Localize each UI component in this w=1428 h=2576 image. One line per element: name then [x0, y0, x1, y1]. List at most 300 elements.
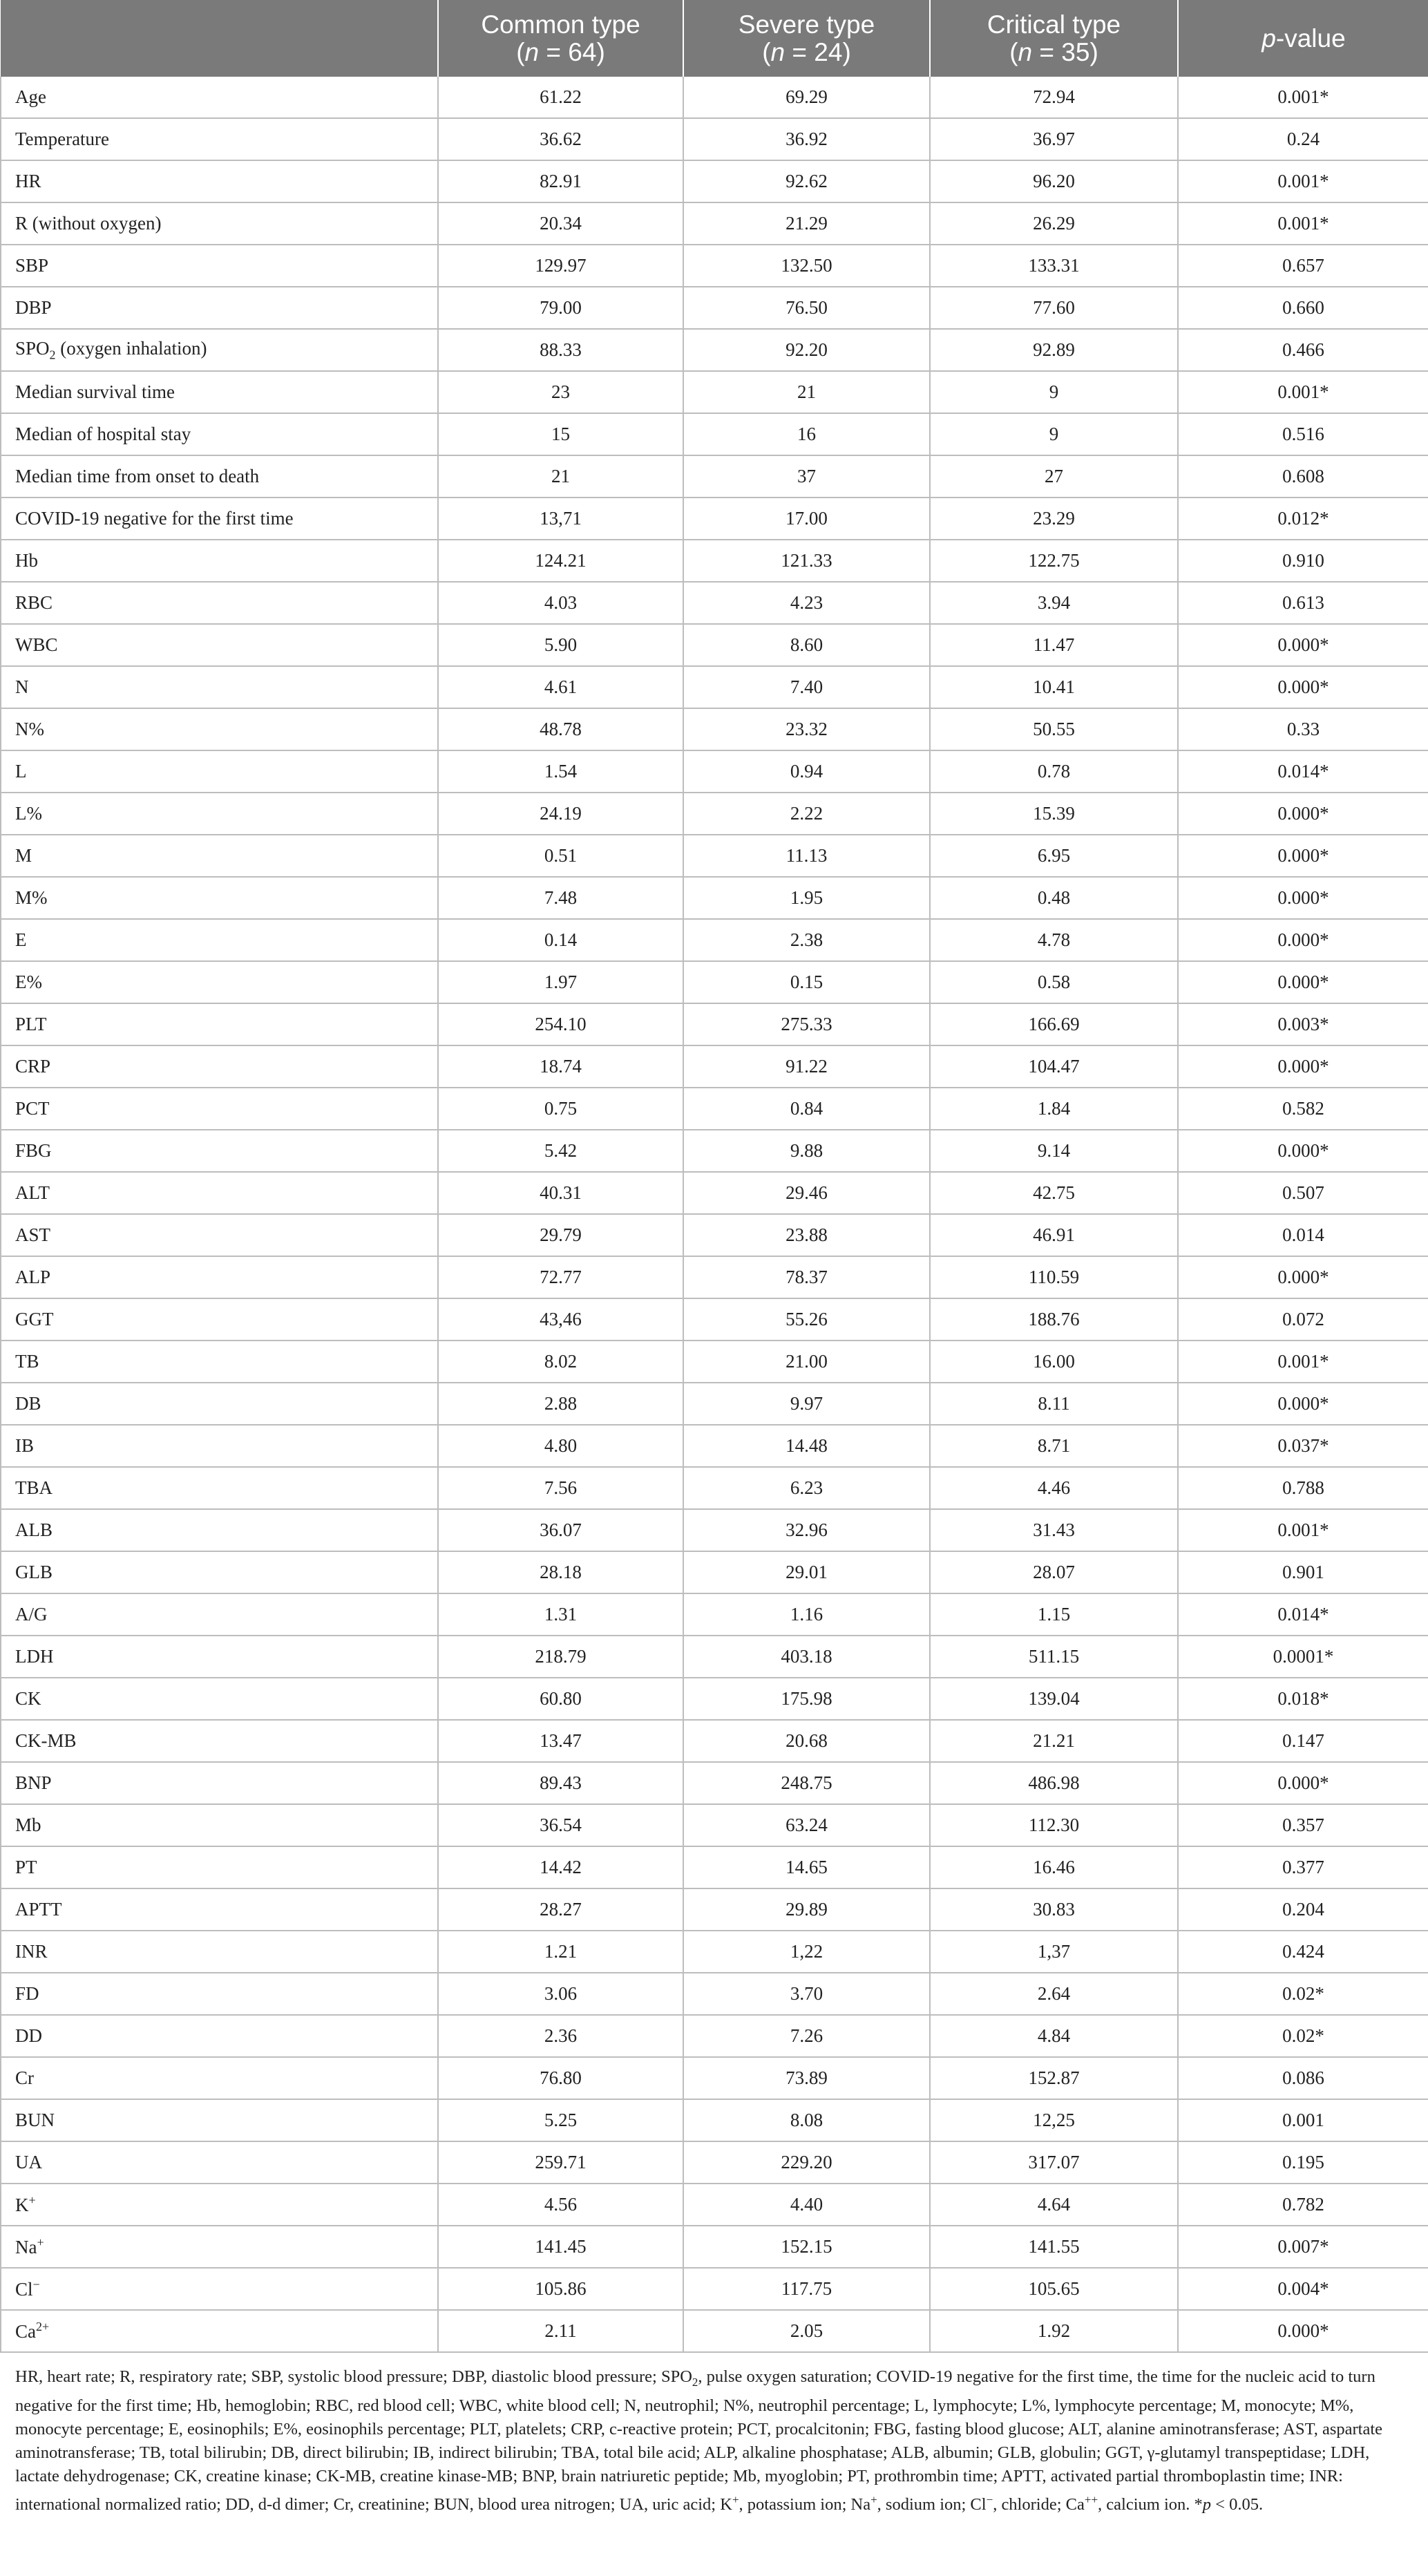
common-type-cell: 8.02 [438, 1341, 683, 1383]
p-value-cell: 0.001 [1178, 2099, 1428, 2141]
p-value-cell: 0.003* [1178, 1003, 1428, 1045]
p-value-cell: 0.000* [1178, 1045, 1428, 1088]
common-type-cell: 0.51 [438, 835, 683, 877]
common-type-cell: 15 [438, 413, 683, 455]
header-common-title: Common type [481, 10, 640, 39]
p-value-cell: 0.02* [1178, 2015, 1428, 2057]
table-row [1, 919, 1428, 961]
severe-type-cell: 37 [683, 455, 930, 498]
severe-type-cell: 2.22 [683, 793, 930, 835]
common-type-cell: 1.54 [438, 750, 683, 793]
row-label: $SPO_2$ (oxygen inhalation) [1, 329, 438, 371]
critical-type-cell: 4.46 [930, 1467, 1178, 1509]
severe-type-cell: 32.96 [683, 1509, 930, 1551]
row-label: ALB [1, 1509, 438, 1551]
table-row [1, 1341, 1428, 1383]
p-value-cell: 0.000* [1178, 1256, 1428, 1298]
severe-type-cell: 132.50 [683, 245, 930, 287]
table-row [1, 245, 1428, 287]
row-label: Hb [1, 540, 438, 582]
severe-type-cell: 1.16 [683, 1593, 930, 1636]
row-label: APTT [1, 1888, 438, 1931]
row-label: ALT [1, 1172, 438, 1214]
critical-type-cell: 15.39 [930, 793, 1178, 835]
table-row [1, 1088, 1428, 1130]
p-value-cell: 0.000* [1178, 624, 1428, 666]
p-value-cell: 0.001* [1178, 202, 1428, 245]
p-value-cell: 0.000* [1178, 835, 1428, 877]
critical-type-cell: 133.31 [930, 245, 1178, 287]
table-row [1, 1636, 1428, 1678]
common-type-cell: 4.80 [438, 1425, 683, 1467]
row-label: AST [1, 1214, 438, 1256]
common-type-cell: 3.06 [438, 1973, 683, 2015]
header-severe-n: (n = 24) [762, 37, 851, 66]
row-label: Mb [1, 1804, 438, 1846]
row-label: RBC [1, 582, 438, 624]
severe-type-cell: 152.15 [683, 2226, 930, 2268]
common-type-cell: 0.14 [438, 919, 683, 961]
common-type-cell: 7.56 [438, 1467, 683, 1509]
table-row [1, 708, 1428, 750]
common-type-cell: 36.54 [438, 1804, 683, 1846]
table-row [1, 1678, 1428, 1720]
severe-type-cell: 78.37 [683, 1256, 930, 1298]
p-value-cell: 0.33 [1178, 708, 1428, 750]
p-value-cell: 0.072 [1178, 1298, 1428, 1341]
common-type-cell: 14.42 [438, 1846, 683, 1888]
table-row [1, 2184, 1428, 2226]
severe-type-cell: 36.92 [683, 118, 930, 160]
critical-type-cell: 141.55 [930, 2226, 1178, 2268]
common-type-cell: 36.62 [438, 118, 683, 160]
p-value-cell: 0.014* [1178, 1593, 1428, 1636]
severe-type-cell: 21 [683, 371, 930, 413]
critical-type-cell: 31.43 [930, 1509, 1178, 1551]
p-value-cell: 0.507 [1178, 1172, 1428, 1214]
severe-type-cell: 29.01 [683, 1551, 930, 1593]
table-row [1, 1256, 1428, 1298]
critical-type-cell: 72.94 [930, 77, 1178, 118]
common-type-cell: 1.97 [438, 961, 683, 1003]
row-label: Cr [1, 2057, 438, 2099]
critical-type-cell: 26.29 [930, 202, 1178, 245]
p-value-cell: 0.147 [1178, 1720, 1428, 1762]
p-value-cell: 0.02* [1178, 1973, 1428, 2015]
severe-type-cell: 63.24 [683, 1804, 930, 1846]
header-common-type [438, 0, 683, 77]
common-type-cell: 2.36 [438, 2015, 683, 2057]
table-row [1, 540, 1428, 582]
p-value-cell: 0.004* [1178, 2268, 1428, 2310]
row-label: INR [1, 1931, 438, 1973]
row-label: GGT [1, 1298, 438, 1341]
row-label: CK [1, 1678, 438, 1720]
common-type-cell: 5.42 [438, 1130, 683, 1172]
table-row [1, 287, 1428, 329]
severe-type-cell: 1,22 [683, 1931, 930, 1973]
row-label: PCT [1, 1088, 438, 1130]
table-row [1, 2268, 1428, 2310]
severe-type-cell: 23.88 [683, 1214, 930, 1256]
table-row [1, 666, 1428, 708]
table-row [1, 1003, 1428, 1045]
row-label: $Ca^{2+}$ [1, 2310, 438, 2352]
critical-type-cell: 30.83 [930, 1888, 1178, 1931]
p-value-cell: 0.001* [1178, 1341, 1428, 1383]
critical-type-cell: 6.95 [930, 835, 1178, 877]
severe-type-cell: 20.68 [683, 1720, 930, 1762]
table-row [1, 1509, 1428, 1551]
row-label: FD [1, 1973, 438, 2015]
table-row [1, 1973, 1428, 2015]
severe-type-cell: 6.23 [683, 1467, 930, 1509]
common-type-cell: 254.10 [438, 1003, 683, 1045]
table-row [1, 961, 1428, 1003]
critical-type-cell: 122.75 [930, 540, 1178, 582]
critical-type-cell: 0.48 [930, 877, 1178, 919]
severe-type-cell: 69.29 [683, 77, 930, 118]
p-value-cell: 0.000* [1178, 919, 1428, 961]
severe-type-cell: 4.40 [683, 2184, 930, 2226]
critical-type-cell: 0.58 [930, 961, 1178, 1003]
critical-type-cell: 1.84 [930, 1088, 1178, 1130]
table-row [1, 877, 1428, 919]
p-value-cell: 0.000* [1178, 793, 1428, 835]
table-row [1, 2015, 1428, 2057]
common-type-cell: 124.21 [438, 540, 683, 582]
common-type-cell: 36.07 [438, 1509, 683, 1551]
severe-type-cell: 0.15 [683, 961, 930, 1003]
header-critical-type [930, 0, 1178, 77]
row-label: Median time from onset to death [1, 455, 438, 498]
row-label: E% [1, 961, 438, 1003]
common-type-cell: 23 [438, 371, 683, 413]
severe-type-cell: 4.23 [683, 582, 930, 624]
row-label: IB [1, 1425, 438, 1467]
table-row [1, 413, 1428, 455]
common-type-cell: 1.21 [438, 1931, 683, 1973]
severe-type-cell: 76.50 [683, 287, 930, 329]
severe-type-cell: 117.75 [683, 2268, 930, 2310]
table-row [1, 1593, 1428, 1636]
table-row [1, 835, 1428, 877]
critical-type-cell: 166.69 [930, 1003, 1178, 1045]
row-label: BUN [1, 2099, 438, 2141]
common-type-cell: 4.03 [438, 582, 683, 624]
header-common-n: (n = 64) [516, 37, 605, 66]
row-label: Median of hospital stay [1, 413, 438, 455]
severe-type-cell: 29.46 [683, 1172, 930, 1214]
table-footnote: HR, heart rate; R, respiratory rate; SBP, systolic blood pressure; DBP, diastolic blood pressure; $SPO_2$, pulse oxygen saturation; COVID-19 negative for the first time, the time for the nucleic acid to turn negative for the first time; Hb, hemoglobin; RBC, red blood cell; WBC, white blood cell; N, neutrophil; N%, neutrophil percentage; L, lymphocyte; L%, lymphocyte percentage; M, monocyte; M%, monocyte percentage; E, eosinophils; E%, eosinophils percentage; PLT, platelets; CRP, c-reactive protein; PCT, procalcitonin; FBG, fasting blood glucose; ALT, alanine aminotransferase; AST, aspartate aminotransferase; TB, total bilirubin; DB, direct bilirubin; IB, indirect bilirubin; TBA, total bile acid; ALP, alkaline phosphatase; ALB, albumin; GLB, globulin; GGT, γ-glutamyl transpeptidase; LDH, lactate dehydrogenase; CK, creatine kinase; CK-MB, creatine kinase-MB; BNP, brain natriuretic peptide; Mb, myoglobin; PT, prothrombin time; APTT, activated partial thromboplastin time; INR: international normalized ratio; DD, d-d dimer; Cr, creatinine; BUN, blood urea nitrogen; UA, uric acid; K+, potassium ion; Na+, sodium ion; Cl−, chloride; Ca++, calcium ion. *p < 0.05. [15, 2367, 1383, 2515]
row-label: GLB [1, 1551, 438, 1593]
p-value-cell: 0.014 [1178, 1214, 1428, 1256]
common-type-cell: 2.11 [438, 2310, 683, 2352]
row-label: M [1, 835, 438, 877]
table-row [1, 1551, 1428, 1593]
critical-type-cell: 511.15 [930, 1636, 1178, 1678]
critical-type-cell: 8.71 [930, 1425, 1178, 1467]
row-label: DBP [1, 287, 438, 329]
row-label: L% [1, 793, 438, 835]
critical-type-cell: 2.64 [930, 1973, 1178, 2015]
critical-type-cell: 36.97 [930, 118, 1178, 160]
header-variable [1, 0, 438, 77]
severe-type-cell: 91.22 [683, 1045, 930, 1088]
severe-type-cell: 11.13 [683, 835, 930, 877]
row-label: L [1, 750, 438, 793]
row-label: TBA [1, 1467, 438, 1509]
p-value-cell: 0.788 [1178, 1467, 1428, 1509]
p-value-cell: 0.001* [1178, 1509, 1428, 1551]
row-label: WBC [1, 624, 438, 666]
p-value-cell: 0.000* [1178, 877, 1428, 919]
row-label: Temperature [1, 118, 438, 160]
common-type-cell: 141.45 [438, 2226, 683, 2268]
critical-type-cell: 11.47 [930, 624, 1178, 666]
common-type-cell: 1.31 [438, 1593, 683, 1636]
row-label: Na+ [1, 2226, 438, 2268]
table-row [1, 1720, 1428, 1762]
critical-type-cell: 105.65 [930, 2268, 1178, 2310]
row-label: N% [1, 708, 438, 750]
common-type-cell: 5.25 [438, 2099, 683, 2141]
common-type-cell: 79.00 [438, 287, 683, 329]
common-type-cell: 48.78 [438, 708, 683, 750]
critical-type-cell: 110.59 [930, 1256, 1178, 1298]
severe-type-cell: 73.89 [683, 2057, 930, 2099]
p-value-cell: 0.001* [1178, 160, 1428, 202]
p-value-cell: 0.001* [1178, 77, 1428, 118]
critical-type-cell: 4.78 [930, 919, 1178, 961]
table-row [1, 77, 1428, 118]
severe-type-cell: 0.94 [683, 750, 930, 793]
severe-type-cell: 14.48 [683, 1425, 930, 1467]
common-type-cell: 60.80 [438, 1678, 683, 1720]
table-row [1, 1383, 1428, 1425]
header-critical-title: Critical type [987, 10, 1121, 39]
table-row [1, 118, 1428, 160]
critical-type-cell: 16.46 [930, 1846, 1178, 1888]
common-type-cell: 13,71 [438, 498, 683, 540]
row-label: DD [1, 2015, 438, 2057]
common-type-cell: 4.61 [438, 666, 683, 708]
p-value-cell: 0.582 [1178, 1088, 1428, 1130]
header-p-value: p-value [1178, 0, 1428, 77]
table-row [1, 1425, 1428, 1467]
table-row [1, 202, 1428, 245]
row-label: FBG [1, 1130, 438, 1172]
common-type-cell: 129.97 [438, 245, 683, 287]
row-label: COVID-19 negative for the first time [1, 498, 438, 540]
header-severe-type [683, 0, 930, 77]
common-type-cell: 21 [438, 455, 683, 498]
critical-type-cell: 1.92 [930, 2310, 1178, 2352]
table-row [1, 750, 1428, 793]
severe-type-cell: 248.75 [683, 1762, 930, 1804]
row-label: ALP [1, 1256, 438, 1298]
p-value-cell: 0.516 [1178, 413, 1428, 455]
p-value-cell: 0.001* [1178, 371, 1428, 413]
table-row [1, 2099, 1428, 2141]
row-label: PLT [1, 1003, 438, 1045]
table-row [1, 2141, 1428, 2184]
critical-type-cell: 16.00 [930, 1341, 1178, 1383]
severe-type-cell: 3.70 [683, 1973, 930, 2015]
critical-type-cell: 486.98 [930, 1762, 1178, 1804]
header-row [1, 0, 1428, 77]
severe-type-cell: 403.18 [683, 1636, 930, 1678]
critical-type-cell: 46.91 [930, 1214, 1178, 1256]
critical-type-cell: 188.76 [930, 1298, 1178, 1341]
severe-type-cell: 14.65 [683, 1846, 930, 1888]
critical-type-cell: 112.30 [930, 1804, 1178, 1846]
common-type-cell: 5.90 [438, 624, 683, 666]
p-value-cell: 0.466 [1178, 329, 1428, 371]
p-value-cell: 0.377 [1178, 1846, 1428, 1888]
row-label: M% [1, 877, 438, 919]
row-label: N [1, 666, 438, 708]
common-type-cell: 259.71 [438, 2141, 683, 2184]
severe-type-cell: 9.97 [683, 1383, 930, 1425]
table-row [1, 1045, 1428, 1088]
critical-type-cell: 77.60 [930, 287, 1178, 329]
severe-type-cell: 229.20 [683, 2141, 930, 2184]
table-row [1, 2057, 1428, 2099]
table-row [1, 1931, 1428, 1973]
severe-type-cell: 8.60 [683, 624, 930, 666]
critical-type-cell: 1,37 [930, 1931, 1178, 1973]
p-value-cell: 0.657 [1178, 245, 1428, 287]
table-row [1, 1130, 1428, 1172]
severe-type-cell: 2.05 [683, 2310, 930, 2352]
p-value-cell: 0.000* [1178, 1383, 1428, 1425]
severe-type-cell: 21.29 [683, 202, 930, 245]
table-row [1, 624, 1428, 666]
row-label: DB [1, 1383, 438, 1425]
table-row [1, 1804, 1428, 1846]
critical-type-cell: 0.78 [930, 750, 1178, 793]
common-type-cell: 218.79 [438, 1636, 683, 1678]
table-row [1, 1172, 1428, 1214]
table-row [1, 1888, 1428, 1931]
common-type-cell: 72.77 [438, 1256, 683, 1298]
p-value-cell: 0.018* [1178, 1678, 1428, 1720]
severe-type-cell: 29.89 [683, 1888, 930, 1931]
row-label: K+ [1, 2184, 438, 2226]
critical-type-cell: 152.87 [930, 2057, 1178, 2099]
p-value-cell: 0.086 [1178, 2057, 1428, 2099]
row-label: E [1, 919, 438, 961]
p-value-cell: 0.000* [1178, 2310, 1428, 2352]
common-type-cell: 13.47 [438, 1720, 683, 1762]
row-label: Median survival time [1, 371, 438, 413]
severe-type-cell: 175.98 [683, 1678, 930, 1720]
common-type-cell: 89.43 [438, 1762, 683, 1804]
p-value-cell: 0.424 [1178, 1931, 1428, 1973]
common-type-cell: 88.33 [438, 329, 683, 371]
table-row [1, 1846, 1428, 1888]
severe-type-cell: 8.08 [683, 2099, 930, 2141]
common-type-cell: 29.79 [438, 1214, 683, 1256]
table-row [1, 1762, 1428, 1804]
common-type-cell: 7.48 [438, 877, 683, 919]
common-type-cell: 82.91 [438, 160, 683, 202]
header-critical-n: (n = 35) [1009, 37, 1098, 66]
severe-type-cell: 23.32 [683, 708, 930, 750]
common-type-cell: 28.27 [438, 1888, 683, 1931]
critical-type-cell: 42.75 [930, 1172, 1178, 1214]
table-header [1, 0, 1428, 77]
critical-type-cell: 104.47 [930, 1045, 1178, 1088]
header-severe-title: Severe type [738, 10, 875, 39]
p-value-cell: 0.037* [1178, 1425, 1428, 1467]
table-row [1, 582, 1428, 624]
severe-type-cell: 2.38 [683, 919, 930, 961]
critical-type-cell: 92.89 [930, 329, 1178, 371]
severe-type-cell: 16 [683, 413, 930, 455]
table-row [1, 498, 1428, 540]
critical-type-cell: 10.41 [930, 666, 1178, 708]
critical-type-cell: 23.29 [930, 498, 1178, 540]
critical-type-cell: 9 [930, 371, 1178, 413]
p-value-cell: 0.012* [1178, 498, 1428, 540]
p-value-cell: 0.195 [1178, 2141, 1428, 2184]
p-value-cell: 0.608 [1178, 455, 1428, 498]
p-value-cell: 0.901 [1178, 1551, 1428, 1593]
critical-type-cell: 21.21 [930, 1720, 1178, 1762]
table-row [1, 1214, 1428, 1256]
common-type-cell: 105.86 [438, 2268, 683, 2310]
table-row [1, 2226, 1428, 2268]
critical-type-cell: 27 [930, 455, 1178, 498]
critical-type-cell: 50.55 [930, 708, 1178, 750]
critical-type-cell: 3.94 [930, 582, 1178, 624]
common-type-cell: 4.56 [438, 2184, 683, 2226]
row-label: SBP [1, 245, 438, 287]
table-row [1, 2310, 1428, 2352]
row-label: Age [1, 77, 438, 118]
critical-type-cell: 4.64 [930, 2184, 1178, 2226]
table-row [1, 455, 1428, 498]
p-value-cell: 0.357 [1178, 1804, 1428, 1846]
row-label: HR [1, 160, 438, 202]
severe-type-cell: 55.26 [683, 1298, 930, 1341]
severe-type-cell: 17.00 [683, 498, 930, 540]
row-label: A/G [1, 1593, 438, 1636]
severe-type-cell: 7.40 [683, 666, 930, 708]
common-type-cell: 2.88 [438, 1383, 683, 1425]
severe-type-cell: 275.33 [683, 1003, 930, 1045]
severe-type-cell: 92.62 [683, 160, 930, 202]
p-value-cell: 0.000* [1178, 961, 1428, 1003]
p-value-cell: 0.000* [1178, 1762, 1428, 1804]
severe-type-cell: 7.26 [683, 2015, 930, 2057]
p-value-cell: 0.910 [1178, 540, 1428, 582]
common-type-cell: 43,46 [438, 1298, 683, 1341]
table-row [1, 329, 1428, 371]
critical-type-cell: 12,25 [930, 2099, 1178, 2141]
p-value-cell: 0.014* [1178, 750, 1428, 793]
p-value-cell: 0.204 [1178, 1888, 1428, 1931]
row-label: TB [1, 1341, 438, 1383]
severe-type-cell: 92.20 [683, 329, 930, 371]
row-label: CK-MB [1, 1720, 438, 1762]
severe-type-cell: 0.84 [683, 1088, 930, 1130]
common-type-cell: 61.22 [438, 77, 683, 118]
p-value-cell: 0.782 [1178, 2184, 1428, 2226]
common-type-cell: 40.31 [438, 1172, 683, 1214]
